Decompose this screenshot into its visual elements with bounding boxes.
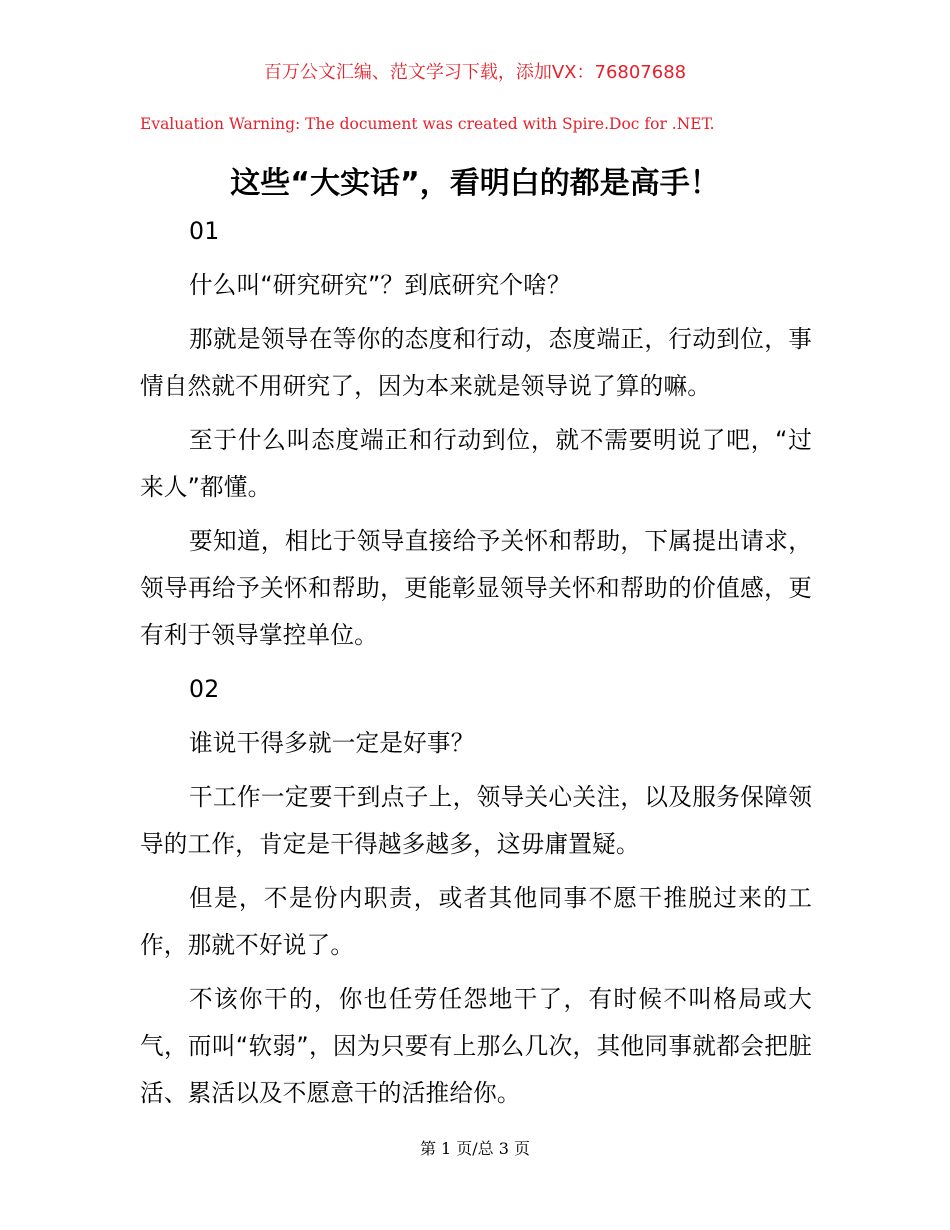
body-paragraph-2: 至于什么叫态度端正和行动到位，就不需要明说了吧，“过来人”都懂。: [140, 426, 812, 501]
document-body: [140, 208, 812, 1124]
body-paragraph-4: 干工作一定要干到点子上，领导关心关注，以及服务保障领导的工作，肯定是干得越多越多，这毋庸置疑。: [140, 783, 812, 858]
body-paragraph-6: 不该你干的，你也任劳任怨地干了，有时候不叫格局或大气，而叫“软弱”，因为只要有上那么几次，其他同事就都会把脏活、累活以及不愿意干的活推给你。: [140, 985, 812, 1107]
evaluation-warning: Evaluation Warning: The document was created with Spire.Doc for .NET.: [140, 115, 715, 133]
question-paragraph-2: 谁说干得多就一定是好事？: [189, 729, 475, 757]
question-paragraph-1: 什么叫“研究研究”？到底研究个啥？: [189, 271, 571, 299]
body-paragraph-5: 但是，不是份内职责，或者其他同事不愿干推脱过来的工作，那就不好说了。: [140, 884, 812, 959]
document-title: 这些“大实话”，看明白的都是高手！: [230, 166, 720, 201]
section-number-01: 01: [189, 217, 220, 245]
page-footer: 第 1 页/总 3 页: [419, 1139, 531, 1158]
section-number-02: 02: [189, 675, 220, 703]
body-paragraph-1: 那就是领导在等你的态度和行动，态度端正，行动到位，事情自然就不用研究了，因为本来就是领导说了算的嘛。: [140, 325, 812, 400]
body-paragraph-3: 要知道，相比于领导直接给予关怀和帮助，下属提出请求，领导再给予关怀和帮助，更能彰显领导关怀和帮助的价值感，更有利于领导掌控单位。: [140, 527, 812, 649]
promo-header: 百万公文汇编、范文学习下载，添加VX：76807688: [263, 62, 687, 83]
